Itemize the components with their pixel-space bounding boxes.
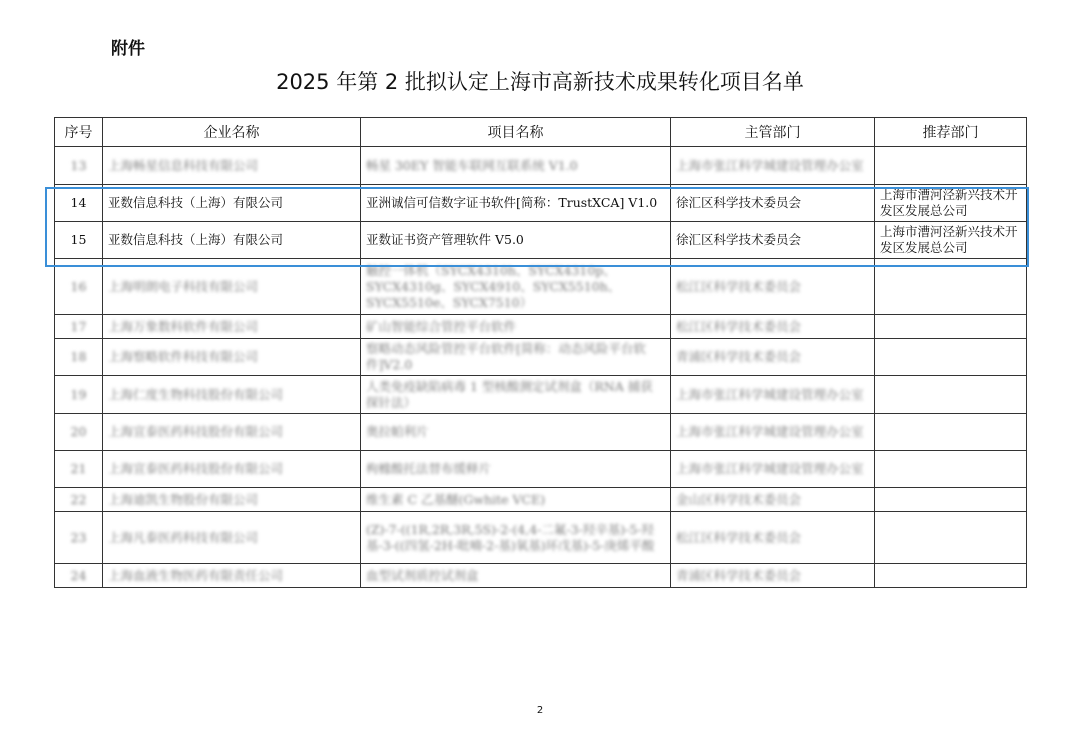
company-name: 上海仁度生物科技股份有限公司 [103, 376, 361, 414]
managing-dept: 徐汇区科学技术委员会 [671, 185, 875, 222]
col-header-no: 序号 [55, 118, 103, 147]
table-row [55, 564, 1027, 588]
managing-dept: 徐汇区科学技术委员会 [671, 222, 875, 259]
row-number: 21 [55, 451, 103, 488]
project-name: 维生素 C 乙基醚(Gwhite VCE) [361, 488, 671, 512]
table-row [55, 147, 1027, 185]
project-name: 亚数证书资产管理软件 V5.0 [361, 222, 671, 259]
company-name: 上海宣泰医药科技股份有限公司 [103, 451, 361, 488]
col-header-recommender: 推荐部门 [875, 118, 1027, 147]
row-number: 18 [55, 339, 103, 376]
col-header-company: 企业名称 [103, 118, 361, 147]
recommending-dept [875, 147, 1027, 185]
page-number: 2 [536, 705, 544, 716]
table-row [55, 315, 1027, 339]
table-header [55, 118, 1027, 147]
row-number: 20 [55, 414, 103, 451]
project-name: 畅星 30EY 智能车联网互联系统 V1.0 [361, 147, 671, 185]
table-row [55, 185, 1027, 222]
recommending-dept [875, 512, 1027, 564]
recommending-dept [875, 414, 1027, 451]
company-name: 上海凡泰医药科技有限公司 [103, 512, 361, 564]
row-number: 15 [55, 222, 103, 259]
company-name: 上海迪凯生物股份有限公司 [103, 488, 361, 512]
company-name: 上海察略软件科技有限公司 [103, 339, 361, 376]
table-row [55, 451, 1027, 488]
managing-dept: 松江区科学技术委员会 [671, 315, 875, 339]
managing-dept: 青浦区科学技术委员会 [671, 564, 875, 588]
company-name: 上海畅星信息科技有限公司 [103, 147, 361, 185]
managing-dept: 上海市张江科学城建设管理办公室 [671, 147, 875, 185]
project-name: (Z)-7-((1R,2R,3R,5S)-2-(4,4-二氟-3-羟辛基)-5-羟基-3-((四氢-2H-吡喃-2-基)氧基)环戊基)-5-庚烯平酸 [361, 512, 671, 564]
table-row [55, 222, 1027, 259]
recommending-dept [875, 564, 1027, 588]
project-name: 奥拉帕利片 [361, 414, 671, 451]
managing-dept: 金山区科学技术委员会 [671, 488, 875, 512]
project-name: 察略动态风险管控平台软件[简称：动态风险平台软件]V2.0 [361, 339, 671, 376]
table-row [55, 339, 1027, 376]
col-header-project: 项目名称 [361, 118, 671, 147]
row-number: 22 [55, 488, 103, 512]
recommending-dept [875, 376, 1027, 414]
row-number: 24 [55, 564, 103, 588]
project-table [54, 117, 1027, 588]
recommending-dept [875, 259, 1027, 315]
table-row [55, 414, 1027, 451]
project-name: 枸橼酸托法替布缓释片 [361, 451, 671, 488]
row-number: 13 [55, 147, 103, 185]
recommending-dept [875, 339, 1027, 376]
managing-dept: 松江区科学技术委员会 [671, 259, 875, 315]
project-name: 亚洲诚信可信数字证书软件[简称：TrustXCA] V1.0 [361, 185, 671, 222]
managing-dept: 上海市张江科学城建设管理办公室 [671, 451, 875, 488]
table-row [55, 512, 1027, 564]
managing-dept: 松江区科学技术委员会 [671, 512, 875, 564]
recommending-dept: 上海市漕河泾新兴技术开发区发展总公司 [875, 185, 1027, 222]
attachment-label: 附件 [111, 39, 145, 59]
recommending-dept [875, 315, 1027, 339]
table-row [55, 259, 1027, 315]
project-name: 触控一体机（SYCX4310h、SYCX4310p、SYCX4310g、SYCX4910、SYCX5510h、SYCX5510e、SYCX7510） [361, 259, 671, 315]
company-name: 亚数信息科技（上海）有限公司 [103, 222, 361, 259]
table-row [55, 376, 1027, 414]
recommending-dept: 上海市漕河泾新兴技术开发区发展总公司 [875, 222, 1027, 259]
company-name: 上海宣泰医药科技股份有限公司 [103, 414, 361, 451]
company-name: 上海血液生物医药有限责任公司 [103, 564, 361, 588]
col-header-dept: 主管部门 [671, 118, 875, 147]
document-title: 2025 年第 2 批拟认定上海市高新技术成果转化项目名单 [276, 70, 804, 94]
company-name: 亚数信息科技（上海）有限公司 [103, 185, 361, 222]
row-number: 14 [55, 185, 103, 222]
table-row [55, 488, 1027, 512]
row-number: 16 [55, 259, 103, 315]
project-name: 血型试剂质控试剂盒 [361, 564, 671, 588]
project-name: 矿山智能综合管控平台软件 [361, 315, 671, 339]
managing-dept: 上海市张江科学城建设管理办公室 [671, 376, 875, 414]
project-name: 人类免疫缺陷病毒 1 型核酸测定试剂盒（RNA 捕获探针法） [361, 376, 671, 414]
row-number: 23 [55, 512, 103, 564]
managing-dept: 上海市张江科学城建设管理办公室 [671, 414, 875, 451]
row-number: 19 [55, 376, 103, 414]
recommending-dept [875, 488, 1027, 512]
recommending-dept [875, 451, 1027, 488]
company-name: 上海万象数科软件有限公司 [103, 315, 361, 339]
company-name: 上海明朗电子科技有限公司 [103, 259, 361, 315]
row-number: 17 [55, 315, 103, 339]
managing-dept: 青浦区科学技术委员会 [671, 339, 875, 376]
